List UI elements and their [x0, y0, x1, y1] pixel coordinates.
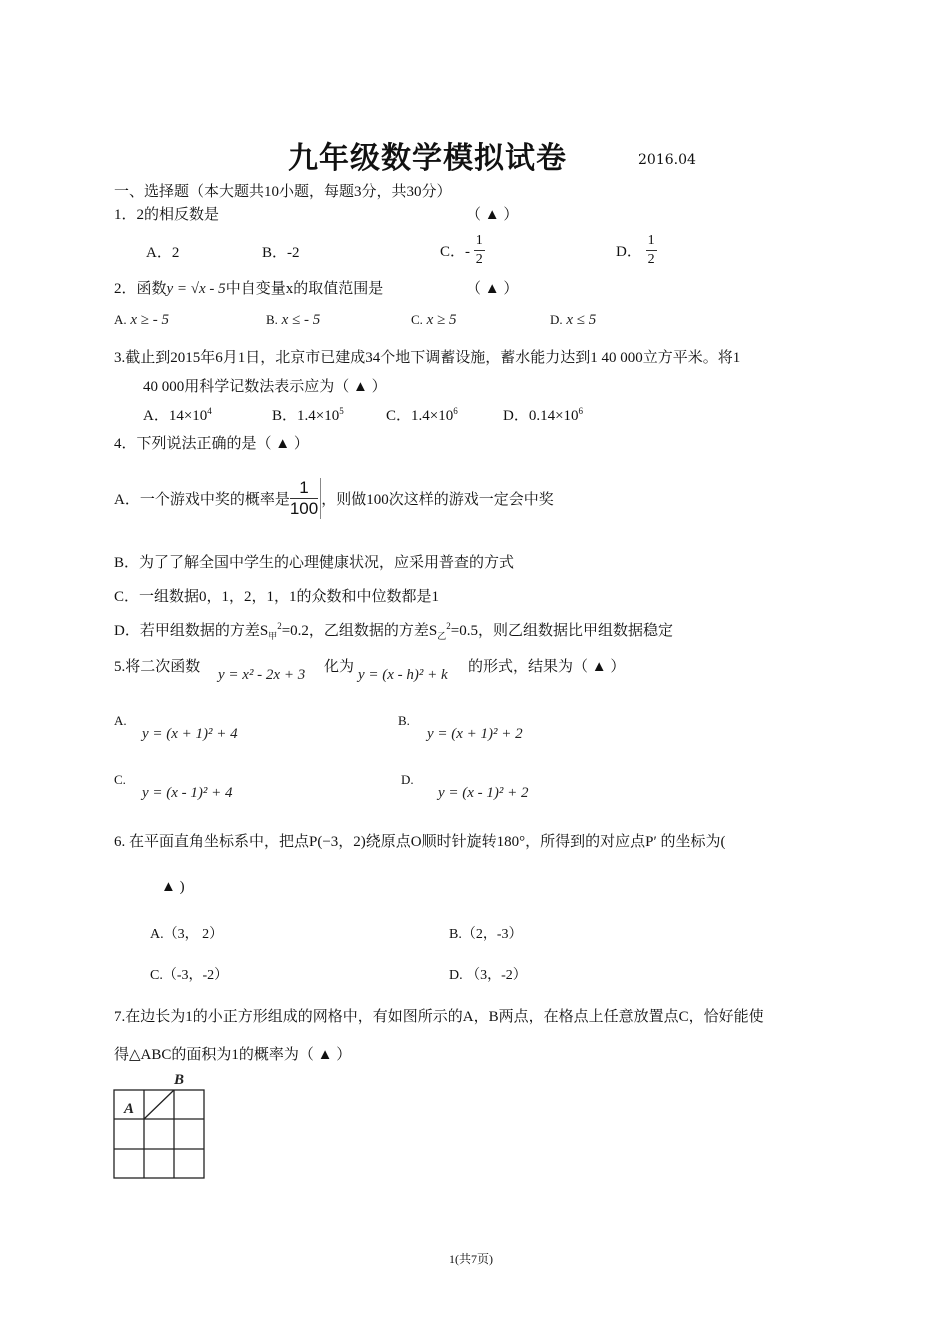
q5-formula-2: y = (x - h)² + k — [358, 667, 448, 683]
q6-option-c: C.（-3，-2） — [150, 968, 229, 983]
q1-blank: （ ▲ ） — [466, 207, 519, 223]
q5-d-label: D. — [401, 772, 414, 787]
q6-blank: ▲ ) — [161, 879, 185, 895]
point-a-label: A — [124, 1101, 135, 1117]
q2-option-a: A. x ≥ - 5 — [114, 312, 170, 328]
q3-option-b: B．$1.4\times 10^5$ — [272, 406, 344, 424]
q2-option-c: C. x ≥ 5 — [411, 312, 457, 328]
exam-date: 2016.04 — [638, 152, 696, 168]
q6-stem: 6. 在平面直角坐标系中，把点P(−3，2)绕原点O顺时针旋转180°，所得到的对应点P′ 的坐标为( — [114, 834, 726, 850]
q1-stem: 1．2的相反数是 — [114, 207, 220, 223]
q5-option-c: y = (x - 1)² + 4 — [142, 785, 233, 801]
q5-option-a: y = (x + 1)² + 4 — [142, 726, 238, 742]
q4-stem: 4．下列说法正确的是（ ▲ ） — [114, 436, 309, 452]
q1-option-c: C．- $\frac{1}{2}$ — [440, 233, 483, 267]
section-heading: 一、选择题（本大题共10小题，每题3分，共30分） — [114, 184, 452, 200]
page-title: 九年级数学模拟试卷 — [288, 141, 567, 176]
q2-formula: y = √x - 5 — [166, 281, 226, 297]
q1-option-a: A．2 — [146, 245, 180, 261]
q4-option-d: D．若甲组数据的方差$S_甲^2=0.2$，乙组数据的方差$S_乙^2=0.5$，则乙组数据比甲组数据稳定 — [114, 621, 673, 641]
q5-c-label: C. — [114, 772, 126, 787]
page-footer: 1(共7页) — [449, 1252, 493, 1266]
q7-line2: 得△ABC的面积为1的概率为（ ▲ ） — [114, 1047, 352, 1063]
q2-stem: 2．函数y = √x - 5中自变量x的取值范围是 — [114, 281, 384, 297]
q5-stem-post: 的形式，结果为（ ▲ ） — [468, 659, 626, 675]
q5-option-d: y = (x - 1)² + 2 — [438, 785, 529, 801]
q7-grid-figure — [108, 1068, 212, 1184]
q4-option-a: A．一个游戏中奖的概率是 $\frac{1}{100}$ ，则做100次这样的游戏一定会中奖 — [114, 478, 554, 518]
q3-line2: 40 000用科学记数法表示应为（ ▲ ） — [143, 379, 387, 395]
q2-option-b: B. x ≤ - 5 — [266, 312, 321, 328]
q7-line1: 7.在边长为1的小正方形组成的网格中，有如图所示的A，B两点，在格点上任意放置点C，恰好能使 — [114, 1009, 764, 1025]
q5-stem-pre: 5.将二次函数 — [114, 659, 201, 675]
q5-option-b: y = (x + 1)² + 2 — [427, 726, 523, 742]
q3-option-a: A．$14\times 10^4$ — [143, 406, 212, 424]
q4-option-b: B．为了了解全国中学生的心理健康状况，应采用普查的方式 — [114, 555, 515, 571]
point-b-label: B — [174, 1072, 185, 1088]
q1-option-d: D． $\frac{1}{2}$ — [616, 233, 655, 267]
q3-line1: 3.截止到2015年6月1日，北京市已建成34个地下调蓄设施，蓄水能力达到1 40 000立方平米。将1 — [114, 350, 741, 366]
q4-option-c: C．一组数据0，1，2，1，1的众数和中位数都是1 — [114, 589, 440, 605]
q1-option-b: B．-2 — [262, 245, 300, 261]
q1-d-fraction: $\frac{1}{2}$ — [647, 233, 655, 267]
q5-stem-mid: 化为 — [324, 659, 355, 675]
q4-a-fraction: $\frac{1}{100}$ — [290, 478, 321, 519]
q6-option-a: A.（3， 2） — [150, 927, 224, 942]
q6-option-b: B.（2，-3） — [449, 927, 523, 942]
q5-b-label: B. — [398, 713, 410, 728]
q5-a-label: A. — [114, 713, 127, 728]
q1-c-fraction: $\frac{1}{2}$ — [475, 233, 483, 267]
q6-option-d: D. （3，-2） — [449, 968, 527, 983]
q2-blank: （ ▲ ） — [466, 281, 519, 297]
q5-formula-1: y = x² - 2x + 3 — [218, 667, 306, 683]
q2-option-d: D. x ≤ 5 — [550, 312, 597, 328]
q3-option-c: C．$1.4\times 10^6$ — [386, 406, 458, 424]
q3-option-d: D．$0.14\times 10^6$ — [503, 406, 584, 424]
